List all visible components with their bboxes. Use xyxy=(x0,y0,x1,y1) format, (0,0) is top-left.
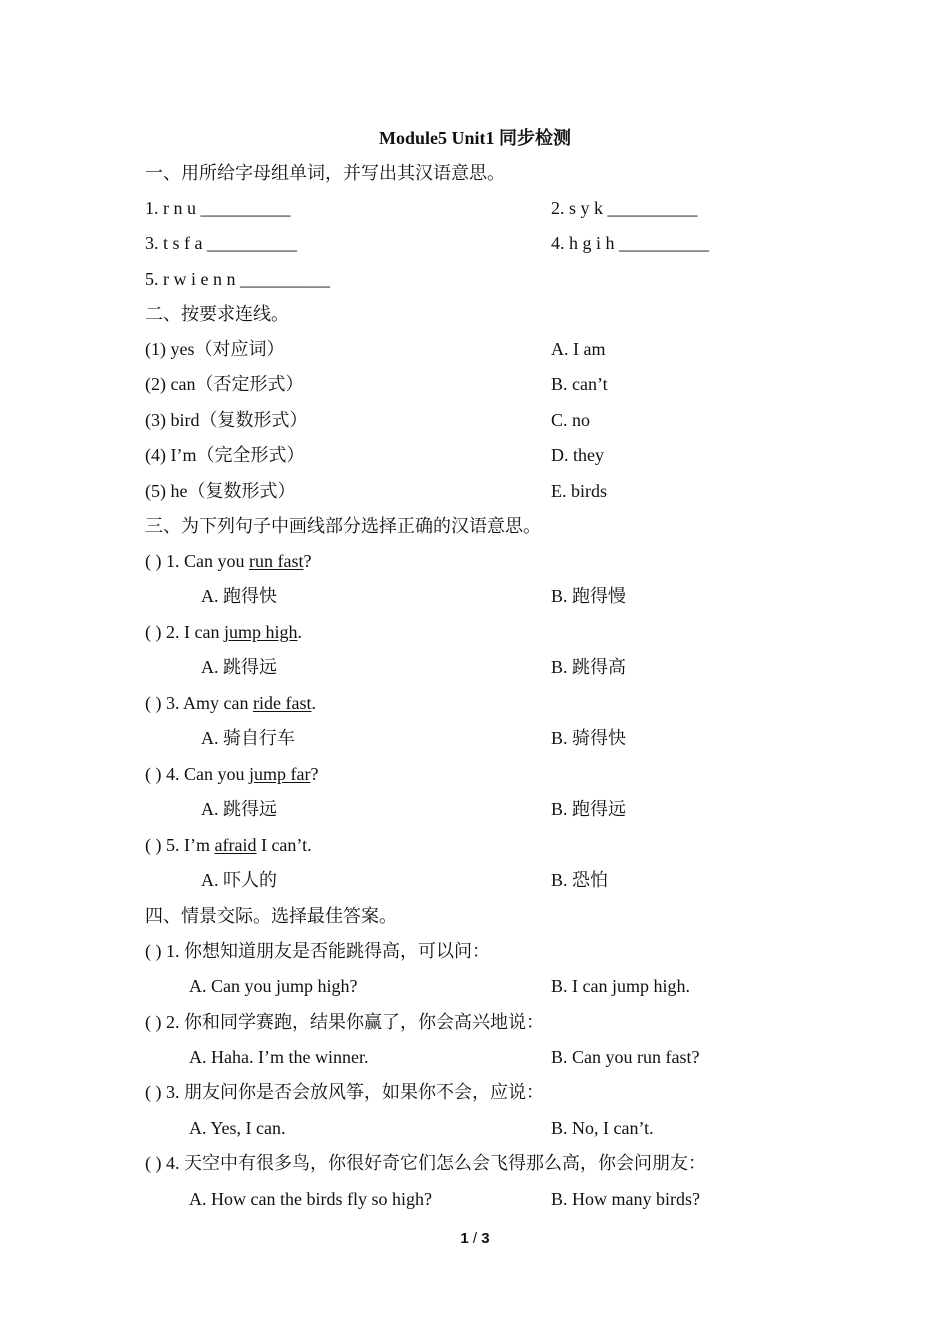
total-pages: 3 xyxy=(481,1230,490,1247)
s3-q2-pre: ( ) 2. I can xyxy=(145,622,224,642)
s3-question-1 xyxy=(145,549,311,573)
section4-heading: 四、情景交际。选择最佳答案。 xyxy=(145,906,397,926)
s3-q3-underline: ride fast xyxy=(252,693,312,713)
s2-left-2: (2) can（否定形式） xyxy=(145,374,304,394)
s3-q1-post: ? xyxy=(303,551,312,571)
s1-item-4: 4. h g i h __________ xyxy=(551,233,710,253)
s3-q1-pre: ( ) 1. Can you xyxy=(145,551,249,571)
s4-q1-option-a: A. Can you jump high? xyxy=(189,976,358,996)
s3-q4-option-b: B. 跑得远 xyxy=(551,799,627,819)
s4-question-1: ( ) 1. 你想知道朋友是否能跳得高，可以问： xyxy=(145,941,490,961)
page-number xyxy=(0,1230,950,1247)
section3-heading: 三、为下列句子中画线部分选择正确的汉语意思。 xyxy=(145,516,541,536)
page-separator: / xyxy=(472,1230,478,1247)
s3-q2-option-b: B. 跳得高 xyxy=(551,657,627,677)
s4-question-4: ( ) 4. 天空中有很多鸟，你很好奇它们怎么会飞得那么高，你会问朋友： xyxy=(145,1153,706,1173)
s3-q1-option-b: B. 跑得慢 xyxy=(551,586,627,606)
section2-heading: 二、按要求连线。 xyxy=(145,304,289,324)
s3-q5-underline: afraid xyxy=(214,835,257,855)
s3-q4-option-a: A. 跳得远 xyxy=(201,799,277,819)
s3-question-3 xyxy=(145,691,316,715)
s3-q5-option-b: B. 恐怕 xyxy=(551,870,609,890)
s2-right-a: A. I am xyxy=(551,339,606,359)
s1-item-2: 2. s y k __________ xyxy=(551,198,698,218)
s4-question-2: ( ) 2. 你和同学赛跑，结果你赢了，你会高兴地说： xyxy=(145,1012,544,1032)
s4-q2-option-b: B. Can you run fast? xyxy=(551,1047,700,1067)
s3-q4-pre: ( ) 4. Can you xyxy=(145,764,249,784)
s3-q4-post: ? xyxy=(310,764,319,784)
s4-question-3: ( ) 3. 朋友问你是否会放风筝，如果你不会，应说： xyxy=(145,1082,544,1102)
section1-heading: 一、用所给字母组单词，并写出其汉语意思。 xyxy=(145,163,505,183)
s3-q1-underline: run fast xyxy=(248,551,304,571)
s3-q4-underline: jump far xyxy=(248,764,311,784)
s3-q5-post: I can’t. xyxy=(256,835,312,855)
s3-q3-pre: ( ) 3. Amy can xyxy=(145,693,253,713)
s2-left-5: (5) he（复数形式） xyxy=(145,481,296,501)
s4-q2-option-a: A. Haha. I’m the winner. xyxy=(189,1047,369,1067)
s4-q4-option-b: B. How many birds? xyxy=(551,1189,700,1209)
s1-item-1: 1. r n u __________ xyxy=(145,198,291,218)
s3-q1-option-a: A. 跑得快 xyxy=(201,586,277,606)
s4-q4-option-a: A. How can the birds fly so high? xyxy=(189,1189,432,1209)
s4-q3-option-b: B. No, I can’t. xyxy=(551,1118,654,1138)
s3-q2-post: . xyxy=(297,622,302,642)
s3-question-4 xyxy=(145,762,318,786)
s3-q3-option-b: B. 骑得快 xyxy=(551,728,627,748)
s3-q2-underline: jump high xyxy=(223,622,298,642)
s2-right-c: C. no xyxy=(551,410,591,430)
s3-q2-option-a: A. 跳得远 xyxy=(201,657,277,677)
s2-right-d: D. they xyxy=(551,445,604,465)
s2-left-1: (1) yes（对应词） xyxy=(145,339,285,359)
s3-q5-pre: ( ) 5. I’m xyxy=(145,835,215,855)
s1-item-5: 5. r w i e n n __________ xyxy=(145,269,330,289)
s3-question-2 xyxy=(145,620,302,644)
s4-q1-option-b: B. I can jump high. xyxy=(551,976,690,996)
s2-right-e: E. birds xyxy=(551,481,607,501)
s4-q3-option-a: A. Yes, I can. xyxy=(189,1118,286,1138)
s3-q3-post: . xyxy=(311,693,316,713)
s2-left-4: (4) I’m（完全形式） xyxy=(145,445,305,465)
s2-right-b: B. can’t xyxy=(551,374,608,394)
s3-q5-option-a: A. 吓人的 xyxy=(201,870,277,890)
page-title: Module5 Unit1 同步检测 xyxy=(378,128,571,148)
s3-question-5 xyxy=(145,833,312,857)
s3-q3-option-a: A. 骑自行车 xyxy=(201,728,295,748)
s2-left-3: (3) bird（复数形式） xyxy=(145,410,308,430)
s1-item-3: 3. t s f a __________ xyxy=(145,233,297,253)
current-page: 1 xyxy=(460,1230,469,1247)
